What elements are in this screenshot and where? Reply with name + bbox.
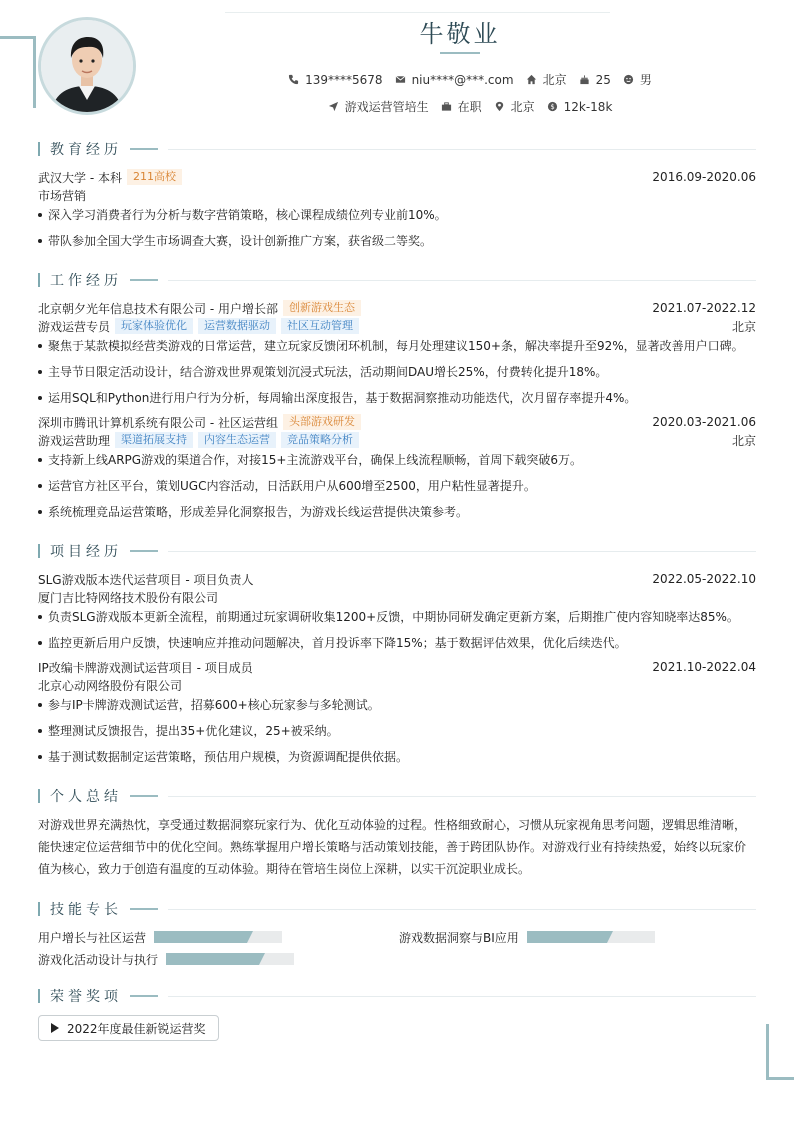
- list-item: 主导节日限定活动设计，结合游戏世界观策划沉浸式玩法，活动期间DAU增长25%，付费转化提升18%。: [38, 363, 756, 381]
- skill-level-bar: [527, 931, 655, 943]
- school-tag: 211高校: [127, 169, 182, 185]
- work-date: 2020.03-2021.06: [652, 415, 756, 429]
- work-date: 2021.07-2022.12: [652, 301, 756, 315]
- skill-tag: 渠道拓展支持: [115, 432, 193, 448]
- section-title: 技能专长: [50, 902, 122, 918]
- mail-icon: [395, 74, 406, 85]
- section-title: 个人总结: [50, 789, 122, 805]
- project-company-row: [38, 588, 756, 606]
- skill-item: [38, 950, 294, 968]
- play-triangle-icon: [51, 1023, 59, 1033]
- work-city: 北京: [731, 433, 756, 448]
- contact-home-city: 北京: [526, 71, 567, 88]
- list-item: 整理测试反馈报告，提出35+优化建议，25+被采纳。: [38, 722, 756, 740]
- section-header-project: [38, 542, 756, 560]
- list-item: 运用SQL和Python进行用户行为分析，每周输出深度报告，基于数据洞察推动功能迭代，次月留存率提升4%。: [38, 389, 756, 407]
- section-title: 项目经历: [50, 544, 122, 560]
- face-icon: [623, 74, 634, 85]
- job-intent-row: [160, 98, 780, 115]
- education-date: 2016.09-2020.06: [652, 170, 756, 184]
- section-header-awards: [38, 987, 756, 1005]
- contact-gender: 男: [623, 71, 652, 88]
- work-role-row: [38, 431, 756, 449]
- list-item: 系统梳理竞品运营策略，形成差异化洞察报告，为游戏长线运营提供决策参考。: [38, 503, 756, 521]
- corner-decoration-top-left: [0, 36, 36, 108]
- company-tag: 头部游戏研发: [283, 414, 361, 430]
- contact-age: 25: [579, 73, 611, 87]
- header-top-line: [225, 12, 610, 13]
- education-major-row: [38, 186, 756, 204]
- svg-text:$: $: [549, 102, 555, 111]
- list-item: 带队参加全国大学生市场调查大赛，设计创新推广方案，获省级二等奖。: [38, 232, 756, 250]
- section-header-skills: [38, 900, 756, 918]
- project-entry-header: [38, 658, 756, 676]
- skill-level-bar: [154, 931, 282, 943]
- summary-text: 对游戏世界充满热忱，享受通过数据洞察玩家行为、优化互动体验的过程。性格细致耐心，习惯从玩家视角思考问题，逻辑思维清晰，能快速定位运营细节中的优化空间。熟练掌握用户增长策略与活动策划技能，善于跨团队协作。对游戏行业有持续热爱，始终以玩家价值为核心，致力于创造有温度的互动体验。期待在管培生岗位上深耕，以实干沉淀职业成长。: [38, 818, 747, 876]
- skill-name: 用户增长与社区运营: [38, 930, 147, 945]
- list-item: 聚焦于某款模拟经营类游戏的日常运营，建立玩家反馈闭环机制，每月处理建议150+条，解决率提升至92%，显著改善用户口碑。: [38, 337, 756, 355]
- major: 市场营销: [38, 188, 87, 203]
- section-header-education: [38, 140, 756, 158]
- skill-name: 游戏数据洞察与BI应用: [399, 930, 519, 945]
- send-icon: [328, 101, 339, 112]
- work-city: 北京: [731, 319, 756, 334]
- project-date: 2022.05-2022.10: [652, 572, 756, 586]
- award-item: [38, 1015, 219, 1041]
- skill-item: [38, 928, 282, 946]
- job-role: 游戏运营专员: [38, 319, 111, 334]
- section-header-work: [38, 271, 756, 289]
- section-title: 工作经历: [50, 273, 122, 289]
- company-name: 北京朝夕光年信息技术有限公司 - 用户增长部: [38, 301, 278, 316]
- contact-row: [160, 71, 780, 88]
- intent-salary: $ 12k-18k: [547, 100, 613, 114]
- skill-tag: 运营数据驱动: [198, 318, 276, 334]
- project-name: SLG游戏版本迭代运营项目 - 项目负责人: [38, 572, 254, 587]
- contact-email: niu****@***.com: [395, 73, 514, 87]
- section-title: 教育经历: [50, 142, 122, 158]
- contact-phone: 139****5678: [288, 73, 382, 87]
- list-item: 基于测试数据制定运营策略，预估用户规模，为资源调配提供依据。: [38, 748, 756, 766]
- project-company: 厦门吉比特网络技术股份有限公司: [38, 590, 219, 605]
- intent-city: 北京: [494, 98, 535, 115]
- cake-icon: [579, 74, 590, 85]
- skill-name: 游戏化活动设计与执行: [38, 952, 159, 967]
- list-item: 监控更新后用户反馈，快速响应并推动问题解决，首月投诉率下降15%；基于数据评估效果，优化后续迭代。: [38, 634, 756, 652]
- list-item: 参与IP卡牌游戏测试运营，招募600+核心玩家参与多轮测试。: [38, 696, 756, 714]
- briefcase-icon: [441, 101, 452, 112]
- intent-status: 在职: [441, 98, 482, 115]
- project-entry-header: [38, 570, 756, 588]
- phone-icon: [288, 74, 299, 85]
- project-date: 2021.10-2022.04: [652, 660, 756, 674]
- project-company: 北京心动网络股份有限公司: [38, 678, 183, 693]
- award-name: 2022年度最佳新锐运营奖: [67, 1021, 206, 1036]
- project-company-row: [38, 676, 756, 694]
- skill-tag: 玩家体验优化: [115, 318, 193, 334]
- education-entry-header: [38, 168, 756, 186]
- project-name: IP改编卡牌游戏测试运营项目 - 项目成员: [38, 660, 253, 675]
- section-header-summary: [38, 787, 756, 805]
- corner-decoration-bottom-right: [766, 1024, 794, 1080]
- skill-item: [399, 928, 655, 946]
- dollar-icon: [547, 101, 558, 112]
- work-role-row: [38, 317, 756, 335]
- name-underline: [440, 52, 480, 54]
- section-title: 荣誉奖项: [50, 989, 122, 1005]
- work-entry-header: [38, 299, 756, 317]
- work-entry-header: [38, 413, 756, 431]
- home-icon: [526, 74, 537, 85]
- skill-tag: 竞品策略分析: [281, 432, 359, 448]
- skill-tag: 社区互动管理: [281, 318, 359, 334]
- intent-position: 游戏运营管培生: [328, 98, 429, 115]
- list-item: 负责SLG游戏版本更新全流程，前期通过玩家调研收集1200+反馈，中期协同研发确定更新方案，后期推广使内容知晓率达85%。: [38, 608, 756, 626]
- skill-tag: 内容生态运营: [198, 432, 276, 448]
- job-role: 游戏运营助理: [38, 433, 111, 448]
- candidate-name: 牛敬业: [419, 20, 501, 48]
- skill-level-bar: [166, 953, 294, 965]
- company-name: 深圳市腾讯计算机系统有限公司 - 社区运营组: [38, 415, 278, 430]
- avatar: [38, 17, 136, 115]
- school-name: 武汉大学 - 本科: [38, 170, 122, 185]
- list-item: 支持新上线ARPG游戏的渠道合作，对接15+主流游戏平台，确保上线流程顺畅，首周下载突破6万。: [38, 451, 756, 469]
- list-item: 运营官方社区平台，策划UGC内容活动，日活跃用户从600增至2500，用户粘性显著提升。: [38, 477, 756, 495]
- list-item: 深入学习消费者行为分析与数字营销策略，核心课程成绩位列专业前10%。: [38, 206, 756, 224]
- location-pin-icon: [494, 101, 505, 112]
- company-tag: 创新游戏生态: [283, 300, 361, 316]
